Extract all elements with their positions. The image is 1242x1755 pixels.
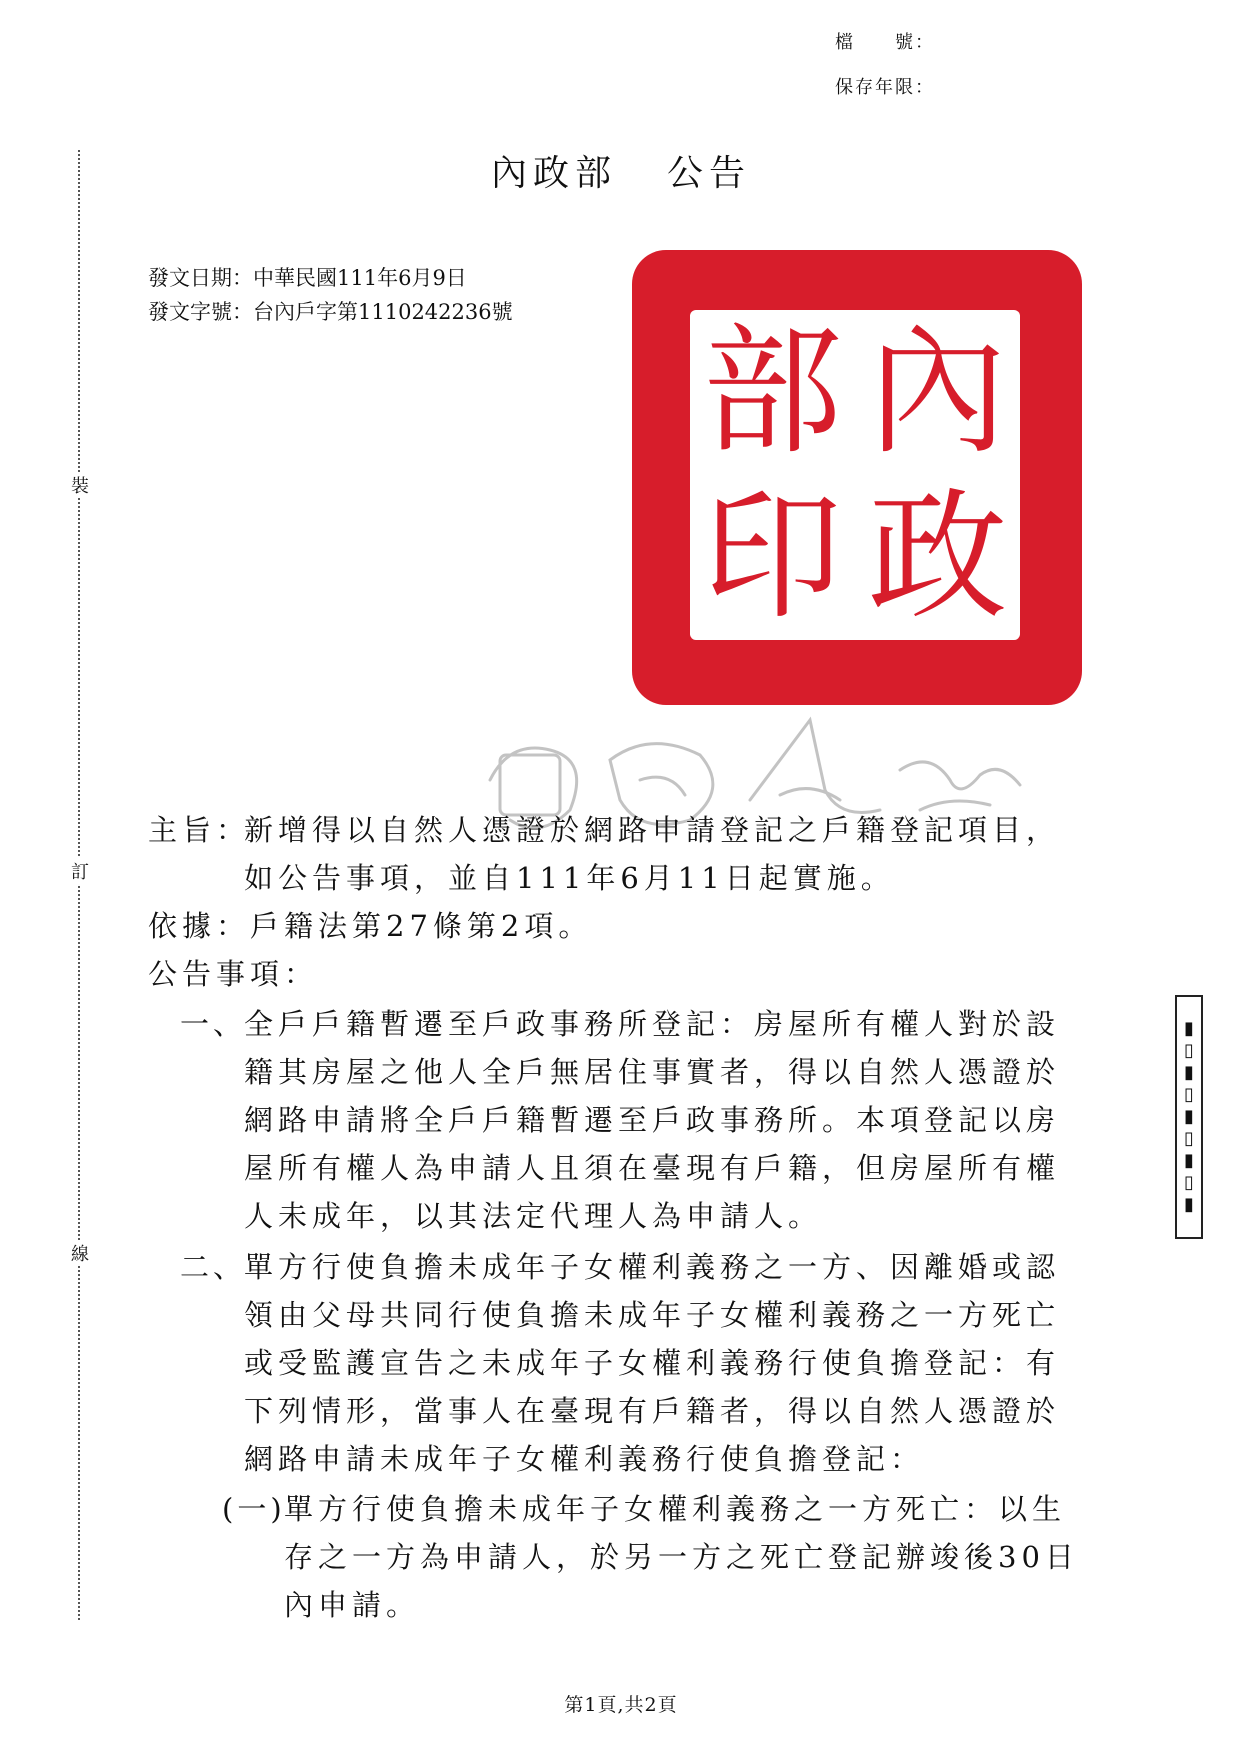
sub-item-text <box>284 1485 1079 1629</box>
seal-char: 印 <box>702 476 843 639</box>
document-title <box>0 145 1242 196</box>
seal-char: 部 <box>702 311 843 474</box>
item-number: 二、 <box>180 1250 247 1284</box>
seal-inner <box>690 310 1020 640</box>
seal-char: 內 <box>867 311 1008 474</box>
retention-period-label: 保存年限： <box>835 77 935 98</box>
binding-dotted-line <box>78 150 80 1620</box>
issue-number: 發文字號：台內戶字第1110242236號 <box>148 300 513 324</box>
item-line: 屋所有權人為申請人且須在臺現有戶籍，但房屋所有權 <box>244 1151 1061 1185</box>
sub-item-line: 存之一方為申請人，於另一方之死亡登記辦竣後30日 <box>284 1540 1079 1574</box>
binding-char-xian: 線 <box>70 1240 90 1266</box>
item-line: 全戶戶籍暫遷至戶政事務所登記：房屋所有權人對於設 <box>244 1007 1061 1041</box>
file-number-label: 檔 號： <box>835 32 935 53</box>
item-text <box>244 1000 1060 1240</box>
item-line: 人未成年，以其法定代理人為申請人。 <box>244 1199 823 1233</box>
receipt-stamp <box>1175 995 1203 1239</box>
subject-line: 如公告事項，並自111年6月11日起實施。 <box>244 861 895 895</box>
item-line: 單方行使負擔未成年子女權利義務之一方、因離婚或認 <box>244 1250 1061 1284</box>
sub-item-number: (一) <box>222 1492 286 1526</box>
issuing-org: 內政部 <box>490 153 617 194</box>
document-type: 公告 <box>667 153 752 194</box>
seal-char: 政 <box>867 476 1008 639</box>
item-line: 或受監護宣告之未成年子女權利義務行使負擔登記：有 <box>244 1346 1061 1380</box>
page-number: 第1頁,共2頁 <box>564 1694 678 1716</box>
item-line: 網路申請將全戶戶籍暫遷至戶政事務所。本項登記以房 <box>244 1103 1061 1137</box>
receipt-stamp-marks: ▮▯▮▯▮▯▮▯▮ <box>1178 1018 1200 1216</box>
issue-date: 發文日期：中華民國111年6月9日 <box>148 266 467 290</box>
subject-label: 主旨： <box>148 813 251 847</box>
subject-line: 新增得以自然人憑證於網路申請登記之戶籍登記項目， <box>244 813 1061 847</box>
binding-char-zhuang: 裝 <box>70 472 90 498</box>
item-number: 一、 <box>180 1007 247 1041</box>
binding-char-ding: 訂 <box>70 858 90 884</box>
item-line: 網路申請未成年子女權利義務行使負擔登記： <box>244 1442 925 1476</box>
item-text <box>244 1243 1060 1483</box>
sub-item-line: 內申請。 <box>284 1588 421 1622</box>
sub-item-line: 單方行使負擔未成年子女權利義務之一方死亡：以生 <box>284 1492 1067 1526</box>
announcement-items-label: 公告事項： <box>148 957 319 991</box>
item-line: 領由父母共同行使負擔未成年子女權利義務之一方死亡 <box>244 1298 1061 1332</box>
item-line: 下列情形，當事人在臺現有戶籍者，得以自然人憑證於 <box>244 1394 1061 1428</box>
official-seal <box>632 250 1082 705</box>
item-line: 籍其房屋之他人全戶無居住事實者，得以自然人憑證於 <box>244 1055 1061 1089</box>
legal-basis: 依據：戶籍法第27條第2項。 <box>148 909 593 943</box>
